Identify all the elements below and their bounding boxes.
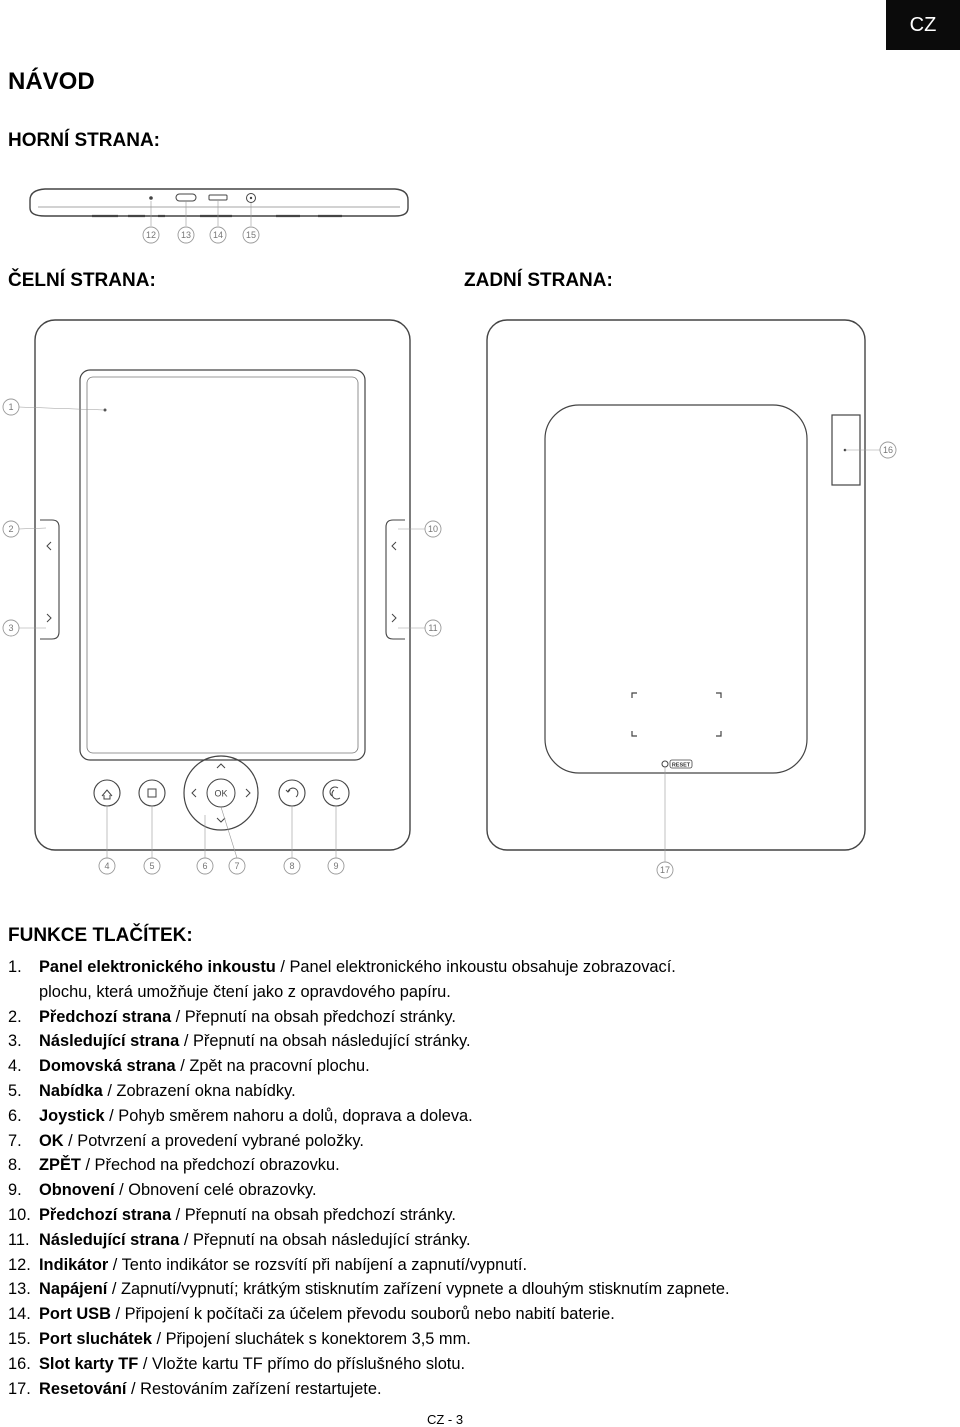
item-number: 10. xyxy=(8,1205,31,1224)
reset-hole-icon xyxy=(662,761,668,767)
item-number: 14. xyxy=(8,1305,31,1324)
item-term: Následující strana xyxy=(39,1230,180,1249)
next-page-right-icon xyxy=(392,614,396,622)
item-description: / Přepnutí na obsah následující stránky. xyxy=(179,1230,471,1249)
item-number: 4. xyxy=(8,1057,22,1076)
page-number: CZ - 3 xyxy=(426,1412,464,1427)
item-number: 15. xyxy=(8,1329,31,1348)
page-title: NÁVOD xyxy=(8,68,95,95)
joystick-up-icon xyxy=(217,764,225,768)
home-icon xyxy=(102,790,112,799)
item-description: / Zapnutí/vypnutí; krátkým stisknutím zařízení vypnete a dlouhým stisknutím zapnete. xyxy=(107,1280,730,1299)
device-back xyxy=(398,320,880,862)
item-number: 17. xyxy=(8,1379,31,1398)
item-number: 6. xyxy=(8,1106,22,1125)
item-description: / Tento indikátor se rozsvítí při nabíjení a zapnutí/vypnutí. xyxy=(108,1255,528,1274)
ok-label: OK xyxy=(214,788,228,799)
language-badge: CZ xyxy=(886,0,960,50)
item-term: Port USB xyxy=(39,1305,111,1324)
item-term: Domovská strana xyxy=(39,1057,176,1076)
item-term: Předchozí strana xyxy=(39,1007,172,1026)
item-number: 5. xyxy=(8,1081,22,1100)
list-item xyxy=(8,1178,948,1203)
item-description: / Připojení sluchátek s konektorem 3,5 mm. xyxy=(151,1329,471,1348)
callout-8: 8 xyxy=(289,861,295,871)
list-item xyxy=(8,1228,948,1253)
device-front xyxy=(19,320,410,858)
list-item xyxy=(8,1352,948,1377)
item-description: / Přepnutí na obsah předchozí stránky. xyxy=(171,1205,456,1224)
callout-1: 1 xyxy=(8,402,14,412)
callout-9: 9 xyxy=(333,861,339,871)
item-term: Joystick xyxy=(39,1106,105,1125)
joystick-left-icon xyxy=(192,789,196,797)
list-item xyxy=(8,1054,948,1079)
item-number: 12. xyxy=(8,1255,31,1274)
usb-port-icon xyxy=(209,195,227,200)
next-page-left-icon xyxy=(47,614,51,622)
list-item xyxy=(8,1302,948,1327)
item-term: Nabídka xyxy=(39,1081,103,1100)
item-number: 11. xyxy=(8,1230,30,1249)
callout-5: 5 xyxy=(149,861,155,871)
item-description: / Zobrazení okna nabídky. xyxy=(102,1081,296,1100)
reset-label: RESET xyxy=(671,762,691,769)
item-number: 16. xyxy=(8,1354,31,1373)
prev-page-left-icon xyxy=(47,542,51,550)
callout-15: 15 xyxy=(245,230,257,240)
item-number: 9. xyxy=(8,1181,22,1200)
item-term: Port sluchátek xyxy=(39,1329,152,1348)
device-front-back-view xyxy=(0,310,960,890)
item-number: 8. xyxy=(8,1156,22,1175)
item-number: 3. xyxy=(8,1032,22,1051)
headphone-port-icon xyxy=(247,194,256,203)
callout-17: 17 xyxy=(659,865,671,875)
item-description-cont: plochu, která umožňuje čtení jako z opravdového papíru. xyxy=(39,982,451,1001)
item-term: ZPĚT xyxy=(39,1156,81,1175)
item-description: / Pohyb směrem nahoru a dolů, doprava a doleva. xyxy=(104,1106,473,1125)
item-term: Následující strana xyxy=(39,1032,180,1051)
list-item xyxy=(8,1153,948,1178)
item-description: / Přepnutí na obsah následující stránky. xyxy=(179,1032,471,1051)
callout-6: 6 xyxy=(202,861,208,871)
heading-front-side: ČELNÍ STRANA: xyxy=(8,270,156,291)
heading-back-side: ZADNÍ STRANA: xyxy=(464,270,613,291)
prev-page-right-icon xyxy=(392,542,396,550)
device-top-view xyxy=(0,180,960,255)
item-number: 1. xyxy=(8,958,22,976)
heading-top-side: HORNÍ STRANA: xyxy=(8,130,160,151)
item-number: 2. xyxy=(8,1007,22,1026)
item-description: / Zpět na pracovní plochu. xyxy=(175,1057,370,1076)
list-item xyxy=(8,1277,948,1302)
item-description: / Vložte kartu TF přímo do příslušného slotu. xyxy=(138,1354,466,1373)
item-description: / Přepnutí na obsah předchozí stránky. xyxy=(171,1007,456,1026)
item-term: OK xyxy=(39,1131,64,1150)
list-item xyxy=(8,1005,948,1030)
list-item xyxy=(8,1029,948,1054)
item-description: / Přechod na předchozí obrazovku. xyxy=(80,1156,340,1175)
indicator-icon xyxy=(149,196,153,200)
callout-14: 14 xyxy=(212,230,224,240)
callout-4: 4 xyxy=(104,861,110,871)
menu-icon xyxy=(148,789,156,797)
list-item xyxy=(8,1079,948,1104)
list-item xyxy=(8,955,948,1005)
speaker-marks xyxy=(632,693,721,736)
refresh-icon xyxy=(330,787,340,799)
item-description: / Restováním zařízení restartujete. xyxy=(126,1379,382,1398)
list-item xyxy=(8,1129,948,1154)
list-item xyxy=(8,1377,948,1402)
callout-11: 11 xyxy=(428,623,438,633)
callout-16: 16 xyxy=(882,445,894,455)
heading-button-functions: FUNKCE TLAČÍTEK: xyxy=(8,925,193,946)
item-number: 7. xyxy=(8,1131,22,1150)
list-item xyxy=(8,1253,948,1278)
item-term: Napájení xyxy=(39,1280,108,1299)
callout-3: 3 xyxy=(8,623,14,633)
item-description: / Panel elektronického inkoustu obsahuje zobrazovací. xyxy=(275,958,676,976)
joystick-down-icon xyxy=(217,818,225,822)
callout-10: 10 xyxy=(427,524,439,534)
callout-13: 13 xyxy=(180,230,192,240)
item-term: Obnovení xyxy=(39,1181,115,1200)
item-description: / Obnovení celé obrazovky. xyxy=(114,1181,317,1200)
list-item xyxy=(8,1104,948,1129)
item-term: Indikátor xyxy=(39,1255,109,1274)
list-item xyxy=(8,1203,948,1228)
callout-2: 2 xyxy=(8,524,14,534)
button-function-list xyxy=(8,955,948,1401)
item-term: Předchozí strana xyxy=(39,1205,172,1224)
item-description: / Potvrzení a provedení vybrané položky. xyxy=(63,1131,364,1150)
joystick-right-icon xyxy=(246,789,250,797)
list-item xyxy=(8,1327,948,1352)
callout-12: 12 xyxy=(145,230,157,240)
item-number: 13. xyxy=(8,1280,31,1299)
item-description: / Připojení k počítači za účelem převodu souborů nebo nabití baterie. xyxy=(110,1305,615,1324)
back-icon xyxy=(286,788,298,797)
callout-7: 7 xyxy=(234,861,240,871)
item-term: Panel elektronického inkoustu xyxy=(39,958,276,976)
power-button-icon xyxy=(176,194,196,201)
item-term: Resetování xyxy=(39,1379,127,1398)
item-term: Slot karty TF xyxy=(39,1354,139,1373)
